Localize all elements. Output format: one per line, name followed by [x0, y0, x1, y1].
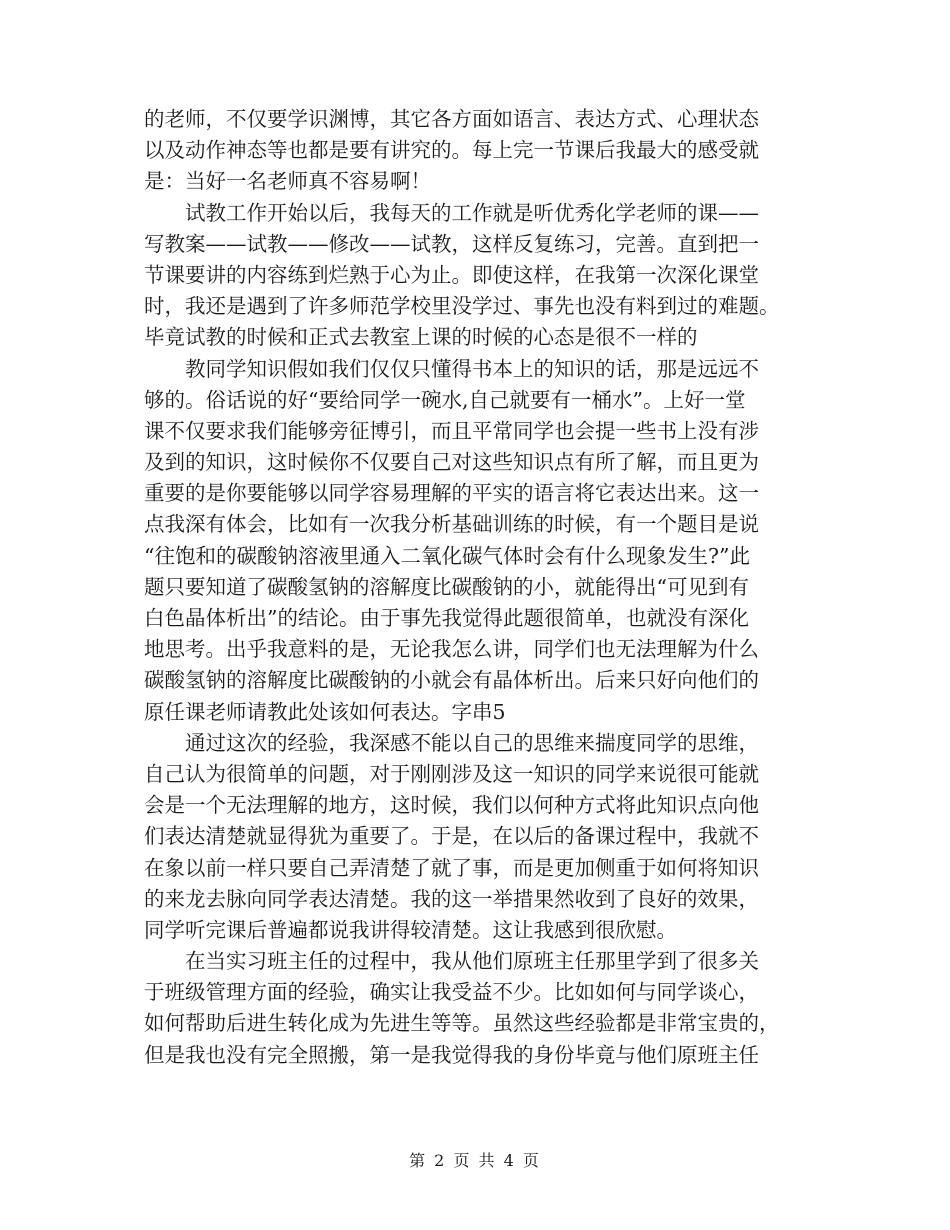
text-line: 题只要知道了碳酸氢钠的溶解度比碳酸钠的小，就能得出“可见到有: [144, 574, 749, 599]
text-line: 通过这次的经验，我深感不能以自己的思维来揣度同学的思维，: [185, 730, 759, 755]
text-line: 在当实习班主任的过程中，我从他们原班主任那里学到了很多关: [185, 949, 759, 974]
text-line: 试教工作开始以后，我每天的工作就是听优秀化学老师的课——: [185, 200, 759, 225]
paragraph: [144, 198, 804, 354]
document-body: [144, 104, 804, 1071]
text-line: 时，我还是遇到了许多师范学校里没学过、事先也没有料到过的难题。: [144, 294, 780, 319]
text-line: “往饱和的碳酸钠溶液里通入二氧化碳气体时会有什么现象发生?”此: [144, 543, 750, 568]
text-line: 但是我也没有完全照搬，第一是我觉得我的身份毕竟与他们原班主任: [144, 1042, 759, 1067]
text-line: 们表达清楚就显得犹为重要了。于是，在以后的备课过程中，我就不: [144, 824, 759, 849]
text-line: 自己认为很简单的问题，对于刚刚涉及这一知识的同学来说很可能就: [144, 761, 759, 786]
text-line: 节课要讲的内容练到烂熟于心为止。即使这样，在我第一次深化课堂: [144, 262, 759, 287]
paragraph: [144, 354, 804, 728]
text-line: 原任课老师请教此处该如何表达。字串5: [144, 699, 506, 724]
text-line: 够的。俗话说的好“要给同学一碗水,自己就要有一桶水”。上好一堂: [144, 387, 746, 412]
text-line: 会是一个无法理解的地方，这时候，我们以何种方式将此知识点向他: [144, 793, 759, 818]
text-line: 毕竟试教的时候和正式去教室上课的时候的心态是很不一样的: [144, 325, 698, 350]
text-line: 的来龙去脉向同学表达清楚。我的这一举措果然收到了良好的效果，: [144, 886, 759, 911]
text-line: 在象以前一样只要自己弄清楚了就了事，而是更加侧重于如何将知识: [144, 855, 759, 880]
text-line: 于班级管理方面的经验，确实让我受益不少。比如如何与同学谈心，: [144, 980, 759, 1005]
text-line: 教同学知识假如我们仅仅只懂得书本上的知识的话，那是远远不: [185, 356, 759, 381]
text-line: 写教案——试教——修改——试教，这样反复练习，完善。直到把一: [144, 231, 759, 256]
text-line: 白色晶体析出”的结论。由于事先我觉得此题很简单，也就没有深化: [144, 606, 749, 630]
text-line: 地思考。出乎我意料的是，无论我怎么讲，同学们也无法理解为什么: [144, 637, 759, 662]
text-line: 课不仅要求我们能够旁征博引，而且平常同学也会提一些书上没有涉: [144, 418, 759, 443]
text-line: 及到的知识，这时候你不仅要自己对这些知识点有所了解，而且更为: [144, 450, 759, 475]
text-line: 碳酸氢钠的溶解度比碳酸钠的小就会有晶体析出。后来只好向他们的: [144, 668, 759, 693]
paragraph: [144, 104, 804, 198]
text-line: 如何帮助后进生转化成为先进生等等。虽然这些经验都是非常宝贵的，: [144, 1011, 780, 1036]
page-footer: 第 2 页 共 4 页: [409, 1151, 541, 1170]
text-line: 以及动作神态等也都是要有讲究的。每上完一节课后我最大的感受就: [144, 138, 759, 163]
text-line: 同学听完课后普遍都说我讲得较清楚。这让我感到很欣慰。: [144, 917, 677, 942]
text-line: 点我深有体会，比如有一次我分析基础训练的时候，有一个题目是说: [144, 512, 759, 537]
paragraph: [144, 946, 804, 1071]
text-line: 的老师，不仅要学识渊博，其它各方面如语言、表达方式、心理状态: [144, 107, 759, 131]
text-line: 重要的是你要能够以同学容易理解的平实的语言将它表达出来。这一: [144, 481, 759, 506]
text-line: 是：当好一名老师真不容易啊！: [144, 169, 431, 194]
paragraph: [144, 728, 804, 946]
